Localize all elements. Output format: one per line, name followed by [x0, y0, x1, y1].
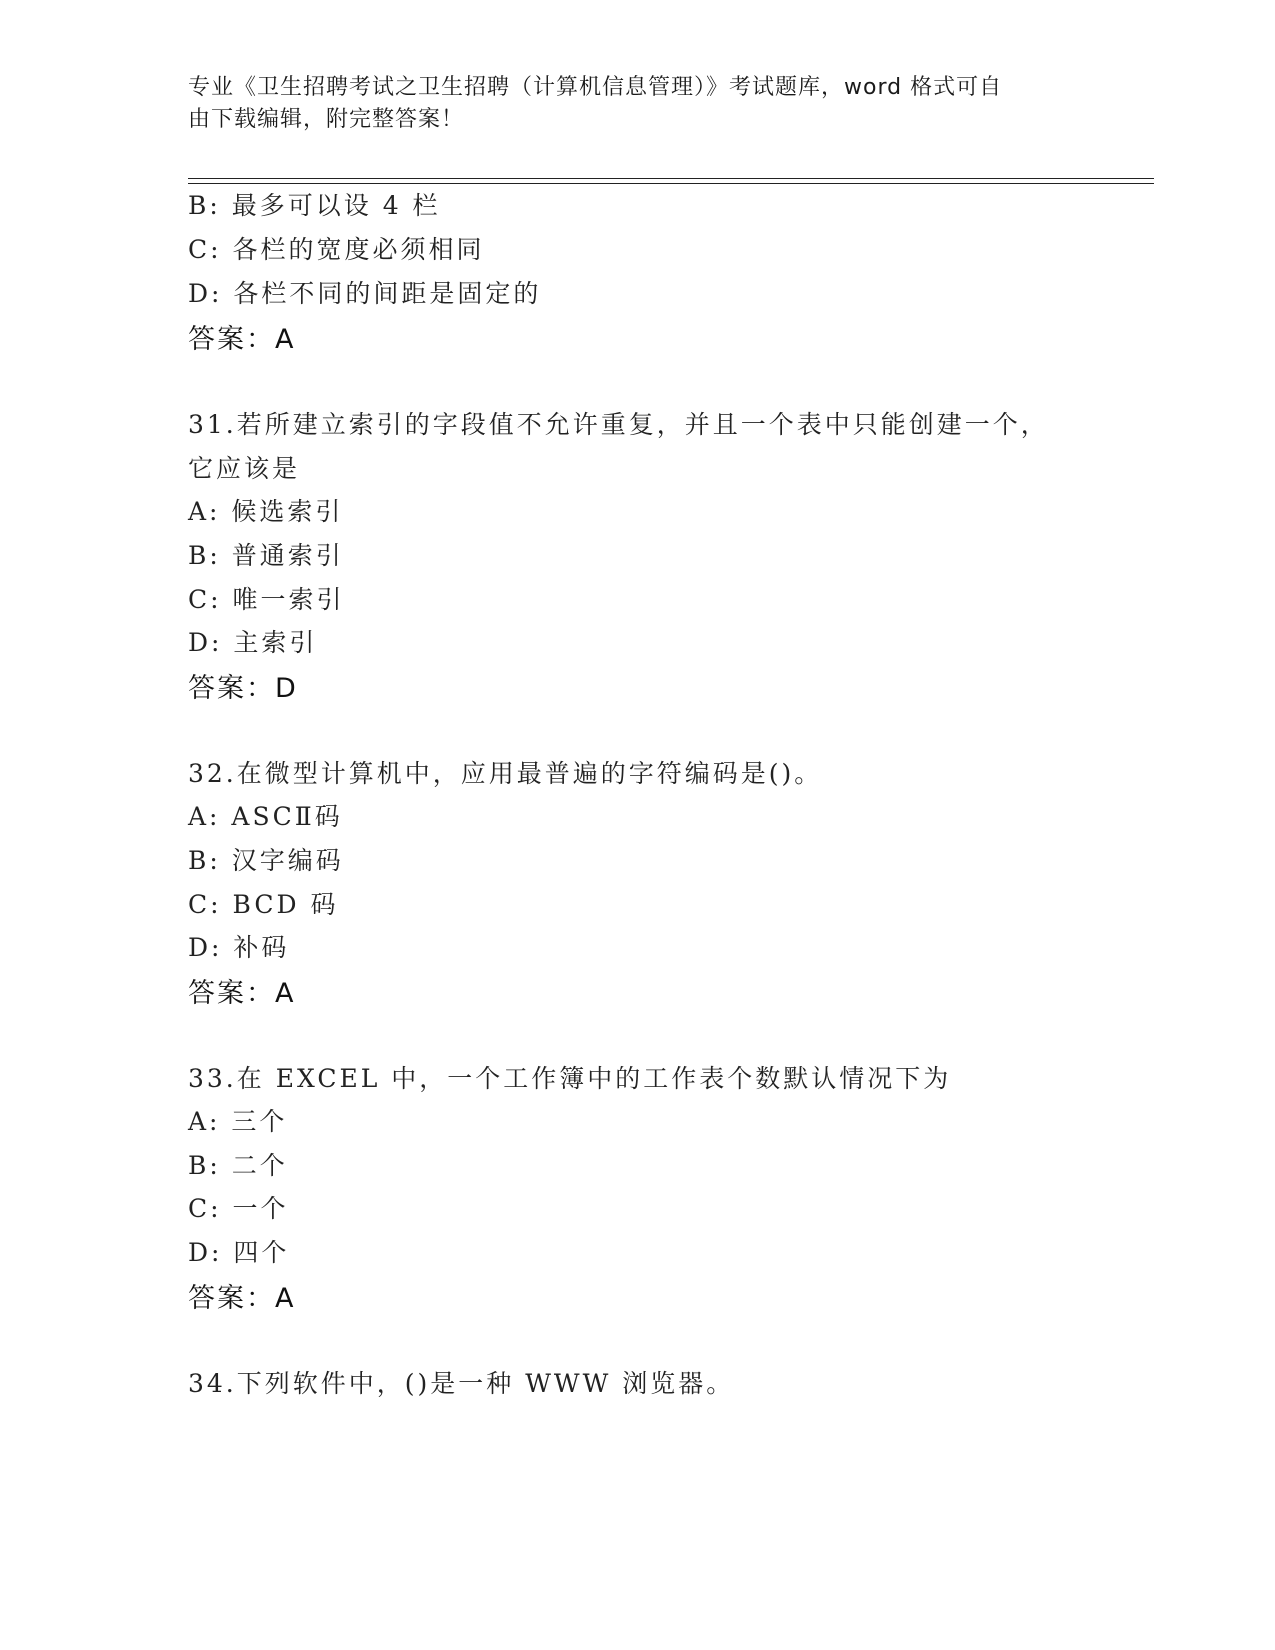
- answer-text: 答案：A: [188, 978, 296, 1009]
- option-c: C: 各栏的宽度必须相同: [188, 235, 485, 264]
- option-b: B: 普通索引: [188, 541, 344, 570]
- option-d: D: 补码: [188, 933, 290, 962]
- question-title: 32.在微型计算机中，应用最普遍的字符编码是()。: [188, 759, 823, 788]
- answer-text: 答案：A: [188, 324, 296, 355]
- option-c: C: 一个: [188, 1194, 289, 1223]
- option-c: C: 唯一索引: [188, 585, 345, 614]
- option-a: A: 三个: [188, 1107, 288, 1136]
- option-c: C: BCD 码: [188, 890, 339, 919]
- question-title: 33.在 EXCEL 中，一个工作簿中的工作表个数默认情况下为: [188, 1064, 952, 1093]
- option-d: D: 四个: [188, 1238, 290, 1267]
- answer-text: 答案：D: [188, 673, 298, 704]
- header-divider-top: [188, 178, 1154, 179]
- option-b: B: 最多可以设 4 栏: [188, 191, 441, 220]
- option-a: A: 候选索引: [188, 497, 344, 526]
- option-a: A: ASCⅡ码: [188, 802, 343, 831]
- header-line-1: 专业《卫生招聘考试之卫生招聘（计算机信息管理）》考试题库，word 格式可自: [188, 75, 1003, 100]
- option-b: B: 二个: [188, 1151, 288, 1180]
- question-title: 34.下列软件中，()是一种 WWW 浏览器。: [188, 1369, 735, 1398]
- document-header: [188, 72, 1068, 136]
- option-d: D: 各栏不同的间距是固定的: [188, 279, 542, 308]
- answer-text: 答案：A: [188, 1283, 296, 1314]
- header-line-2: 由下载编辑，附完整答案！: [188, 107, 465, 132]
- question-title-continued: 它应该是: [188, 454, 301, 483]
- header-divider-bottom: [188, 183, 1154, 184]
- question-title: 31.若所建立索引的字段值不允许重复，并且一个表中只能创建一个，: [188, 410, 1049, 439]
- option-b: B: 汉字编码: [188, 846, 344, 875]
- option-d: D: 主索引: [188, 628, 318, 657]
